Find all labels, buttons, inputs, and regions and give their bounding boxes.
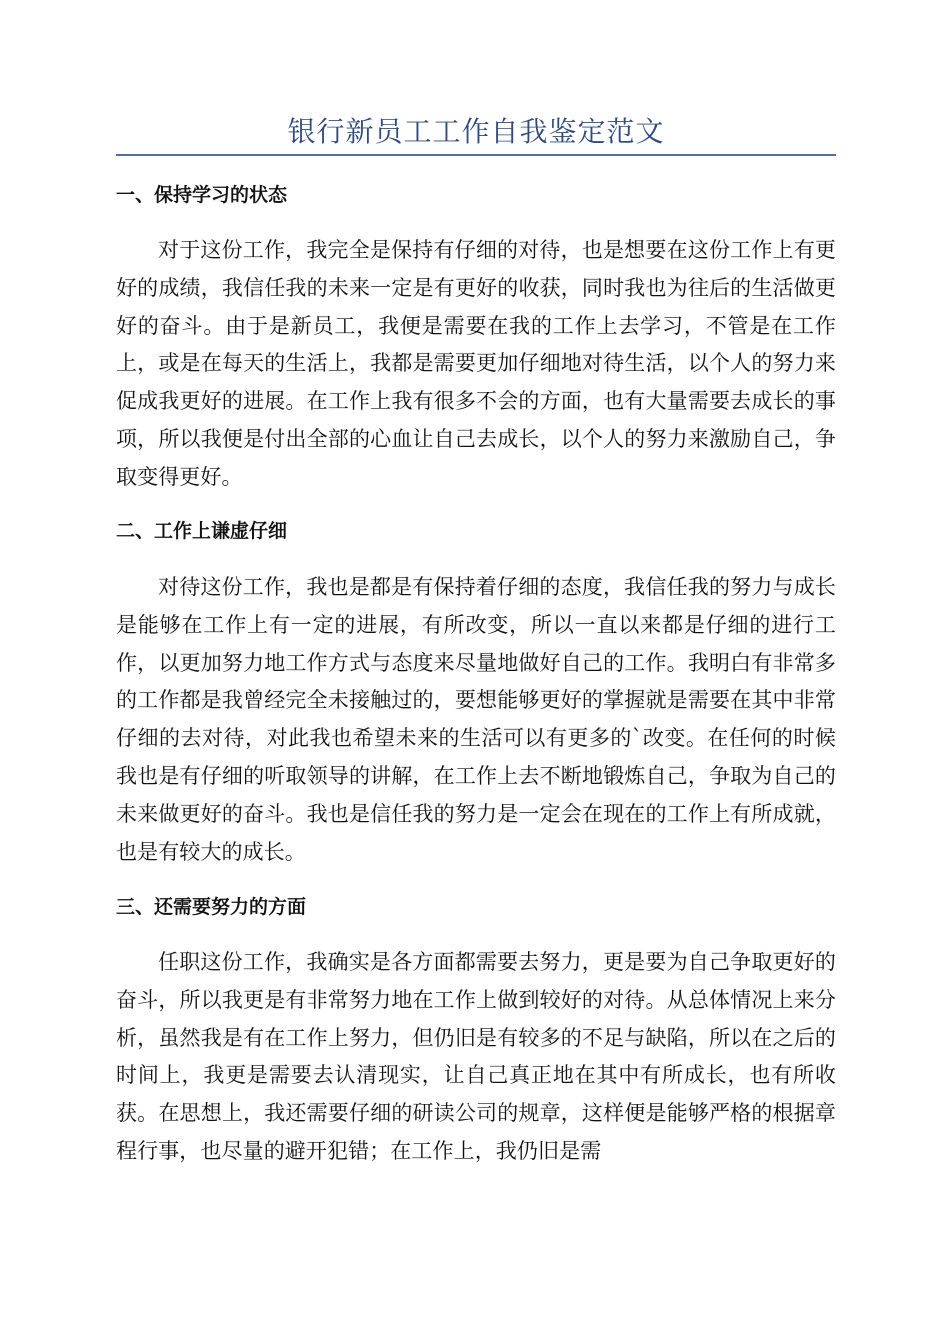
document-title: 银行新员工工作自我鉴定范文 <box>287 115 665 148</box>
section-heading-1: 一、保持学习的状态 <box>116 184 288 206</box>
section-paragraph-2: 对待这份工作，我也是都是有保持着仔细的态度，我信任我的努力与成长是能够在工作上有一定的进展，有所改变，所以一直以来都是仔细的进行工作，以更加努力地工作方式与态度来尽量地做好自己的工作。我明白有非常多的工作都是我曾经完全未接触过的，要想能够更好的掌握就是需要在其中非常仔细的去对待，对此我也希望未来的生活可以有更多的`改变。在任何的时候我也是有仔细的听取领导的讲解，在工作上去不断地锻炼自己，争取为自己的未来做更好的奋斗。我也是信任我的努力是一定会在现在的工作上有所成就，也是有较大的成长。 <box>116 575 836 864</box>
title-underline <box>116 154 836 156</box>
section-heading-2: 二、工作上谦虚仔细 <box>116 520 288 542</box>
section-paragraph-3: 任职这份工作，我确实是各方面都需要去努力，更是要为自己争取更好的奋斗，所以我更是有非常努力地在工作上做到较好的对待。从总体情况上来分析，虽然我是有在工作上努力，但仍旧是有较多的不足与缺陷，所以在之后的时间上，我更是需要去认清现实，让自己真正地在其中有所成长，也有所收获。在思想上，我还需要仔细的研读公司的规章，这样便是能够严格的根据章程行事，也尽量的避开犯错；在工作上，我仍旧是需 <box>116 950 836 1163</box>
section-paragraph-1: 对于这份工作，我完全是保持有仔细的对待，也是想要在这份工作上有更好的成绩，我信任我的未来一定是有更好的收获，同时我也为往后的生活做更好的奋斗。由于是新员工，我便是需要在我的工作上去学习，不管是在工作上，或是在每天的生活上，我都是需要更加仔细地对待生活，以个人的努力来促成我更好的进展。在工作上我有很多不会的方面，也有大量需要去成长的事项，所以我便是付出全部的心血让自己去成长，以个人的努力来激励自己，争取变得更好。 <box>116 238 836 489</box>
section-heading-3: 三、还需要努力的方面 <box>116 896 307 918</box>
